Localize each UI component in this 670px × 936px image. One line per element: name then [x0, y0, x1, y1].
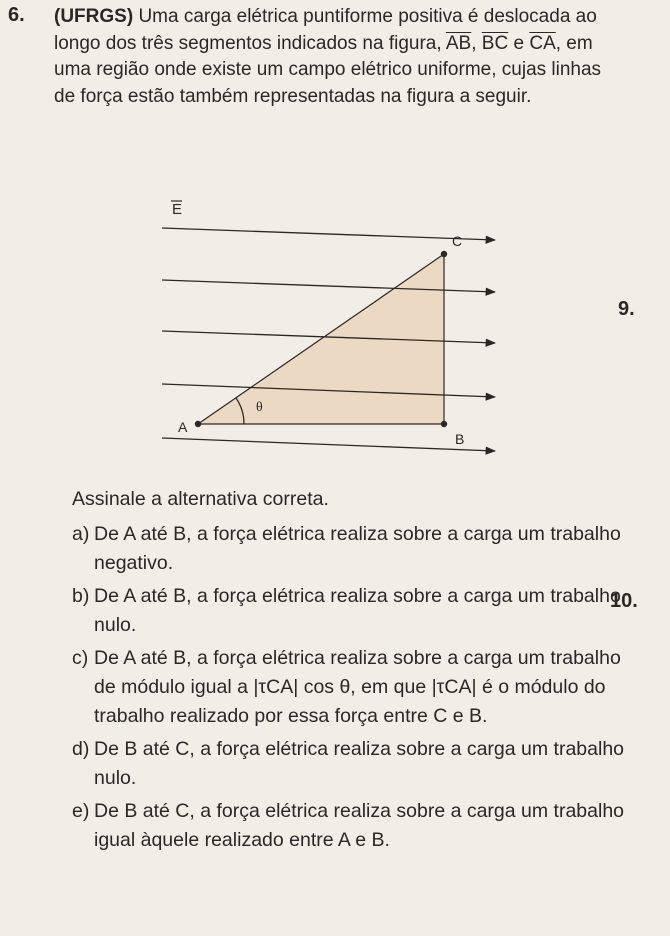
point-a-dot — [195, 421, 201, 427]
option-letter: e) — [72, 800, 90, 822]
option-c[interactable] — [72, 644, 632, 731]
field-label: E — [172, 201, 183, 218]
option-letter: b) — [72, 585, 90, 607]
option-text: De A até B, a força elétrica realiza sobre a carga um trabalho negativo. — [94, 523, 621, 574]
option-text: De A até B, a força elétrica realiza sobre a carga um trabalho nulo. — [94, 585, 621, 636]
next-question-number-10: 10. — [610, 590, 638, 612]
point-c-dot — [441, 251, 447, 257]
option-text: De B até C, a força elétrica realiza sobre a carga um trabalho igual àquele realizado entre A e B. — [94, 800, 625, 851]
option-letter: a) — [72, 523, 90, 545]
separator-e: e — [513, 32, 525, 54]
option-a[interactable] — [72, 520, 632, 578]
question-intro: Uma carga elétrica puntiforme positiva é deslocada ao longo dos três segmentos indicados na figura, — [54, 6, 597, 54]
option-b[interactable] — [72, 582, 632, 640]
point-a-label: A — [178, 419, 188, 435]
question-continuation: , em uma região onde existe um campo elétrico uniforme, cujas linhas de força estão também representadas na figura a seguir. — [54, 32, 602, 107]
option-text: De A até B, a força elétrica realiza sobre a carga um trabalho de módulo igual a |τCA| cos θ, em que |τCA| é o módulo do trabalho realizado por essa força entre C e B. — [94, 647, 621, 727]
angle-label: θ — [256, 400, 263, 415]
answer-options — [72, 520, 632, 859]
question-source: (UFRGS) — [54, 6, 134, 27]
triangle-abc — [198, 254, 444, 424]
option-d[interactable] — [72, 735, 632, 793]
option-letter: d) — [72, 738, 90, 760]
option-e[interactable] — [72, 797, 632, 855]
field-line-2 — [162, 280, 495, 292]
option-text: De B até C, a força elétrica realiza sobre a carga um trabalho nulo. — [94, 738, 625, 789]
segment-bc: $\overline{BC}$ — [481, 32, 509, 54]
option-letter: c) — [72, 647, 89, 669]
segment-ca: $\overline{CA}$ — [529, 32, 556, 54]
point-c-label: C — [452, 233, 463, 249]
point-b-dot — [441, 421, 447, 427]
next-question-number-9: 9. — [618, 298, 635, 320]
question-statement — [54, 4, 622, 110]
answer-prompt: Assinale a alternativa correta. — [72, 488, 329, 510]
field-line-1 — [162, 228, 495, 240]
field-line-5 — [162, 438, 495, 451]
segment-ab: $\overline{AB}$ — [445, 32, 472, 54]
question-number: 6. — [8, 4, 25, 26]
point-b-label: B — [455, 431, 465, 447]
field-diagram — [150, 198, 510, 468]
separator-comma: , — [471, 32, 477, 54]
